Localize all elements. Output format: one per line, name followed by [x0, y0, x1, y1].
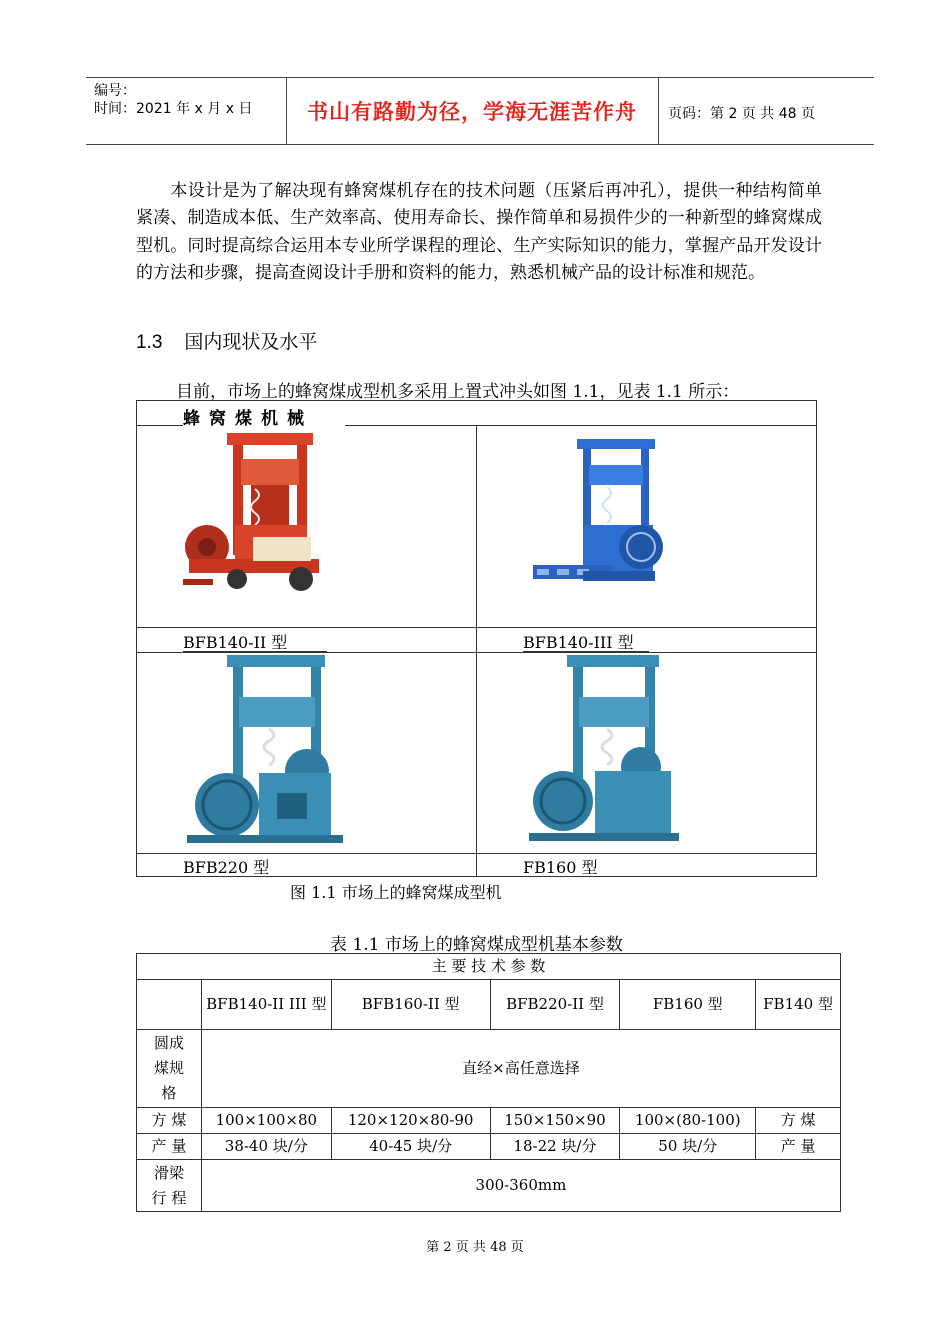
figure-intro-text: 目前，市场上的蜂窝煤成型机多采用上置式冲头如图 1.1，见表 1.1 所示： — [176, 382, 740, 402]
caption-underline-2 — [523, 651, 649, 652]
section-number: 1.3 — [136, 332, 163, 353]
table-caption: 表 1.1 市场上的蜂窝煤成型机基本参数 — [330, 935, 623, 955]
figure-column-divider — [476, 425, 477, 877]
caption-bfb220: BFB220 型 — [183, 858, 270, 877]
doc-number-label: 编号： — [94, 83, 136, 99]
row-label-square: 方 煤 — [137, 1108, 202, 1134]
doc-date-label: 时间：2021 年 x 月 x 日 — [94, 101, 253, 117]
table-column-header: BFB220-II 型 — [490, 980, 620, 1030]
caption-fb160: FB160 型 — [523, 858, 598, 877]
table-row — [137, 1030, 841, 1108]
header-motto: 书山有路勤为径，学海无涯苦作舟 — [307, 100, 637, 124]
table-cell: 150×150×90 — [490, 1108, 620, 1134]
header-bottom-rule — [86, 144, 874, 145]
table-cell: 50 块/分 — [620, 1134, 756, 1160]
row-label-output: 产 量 — [137, 1134, 202, 1160]
blue-briquette-machine-image — [523, 439, 683, 599]
header-divider-right — [658, 77, 659, 144]
table-column-header: BFB160-II 型 — [331, 980, 490, 1030]
table-cell: 38-40 块/分 — [201, 1134, 331, 1160]
header-page-label: 页码：第 2 页 共 48 页 — [668, 106, 815, 122]
intro-paragraph: 本设计是为了解决现有蜂窝煤机存在的技术问题（压紧后再冲孔），提供一种结构简单紧凑、制造成本低、生产效率高、使用寿命长、操作简单和易损件少的一种新型的蜂窝煤成型机。同时提高综合运用本专业所学课程的理论、生产实际知识的能力，掌握产品开发设计的方法和步骤，提高查阅设计手册和资料的能力，熟悉机械产品的设计标准和规范。 — [136, 181, 822, 283]
row-label-spec: 圆成煤规格 — [137, 1030, 202, 1108]
table-column-header: BFB140-II III 型 — [201, 980, 331, 1030]
red-briquette-machine-image — [183, 429, 353, 597]
table-column-header: FB160 型 — [620, 980, 756, 1030]
figure-title-underline-left — [137, 425, 183, 426]
table-cell: 产 量 — [756, 1134, 841, 1160]
section-title: 国内现状及水平 — [184, 331, 318, 353]
table-cell: 100×(80-100) — [620, 1108, 756, 1134]
parameter-table — [136, 953, 841, 1212]
figure-row-divider-3 — [137, 853, 816, 854]
section-heading — [136, 327, 317, 354]
row-label-stroke: 滑梁行 程 — [137, 1160, 202, 1212]
table-cell: 120×120×80-90 — [331, 1108, 490, 1134]
figure-title-underline-right — [345, 425, 476, 426]
header-top-rule — [86, 77, 874, 78]
caption-bfb140-ii: BFB140-II 型 — [183, 633, 288, 652]
caption-bfb140-iii: BFB140-III 型 — [523, 633, 634, 652]
table-row — [137, 1160, 841, 1212]
table-row — [137, 1108, 841, 1134]
page-footer: 第 2 页 共 48 页 — [426, 1240, 524, 1255]
table-corner-cell — [137, 980, 202, 1030]
table-group-header: 主 要 技 术 参 数 — [137, 954, 841, 980]
table-cell: 100×100×80 — [201, 1108, 331, 1134]
caption-underline-1 — [183, 651, 327, 652]
spec-value: 直经×高任意选择 — [201, 1030, 840, 1108]
table-cell: 40-45 块/分 — [331, 1134, 490, 1160]
table-row — [137, 1134, 841, 1160]
table-cell: 18-22 块/分 — [490, 1134, 620, 1160]
header-left-block — [94, 82, 252, 118]
figure-row-divider-top — [476, 425, 816, 426]
stroke-value: 300-360mm — [201, 1160, 840, 1212]
fb160-machine-image — [523, 653, 723, 853]
figure-caption: 图 1.1 市场上的蜂窝煤成型机 — [290, 883, 502, 902]
machine-figure — [136, 400, 817, 877]
figure-row-divider-1 — [137, 627, 816, 628]
figure-title: 蜂窝煤机械 — [183, 409, 313, 429]
bfb220-machine-image — [183, 653, 383, 853]
table-column-header: FB140 型 — [756, 980, 841, 1030]
table-cell: 方 煤 — [756, 1108, 841, 1134]
